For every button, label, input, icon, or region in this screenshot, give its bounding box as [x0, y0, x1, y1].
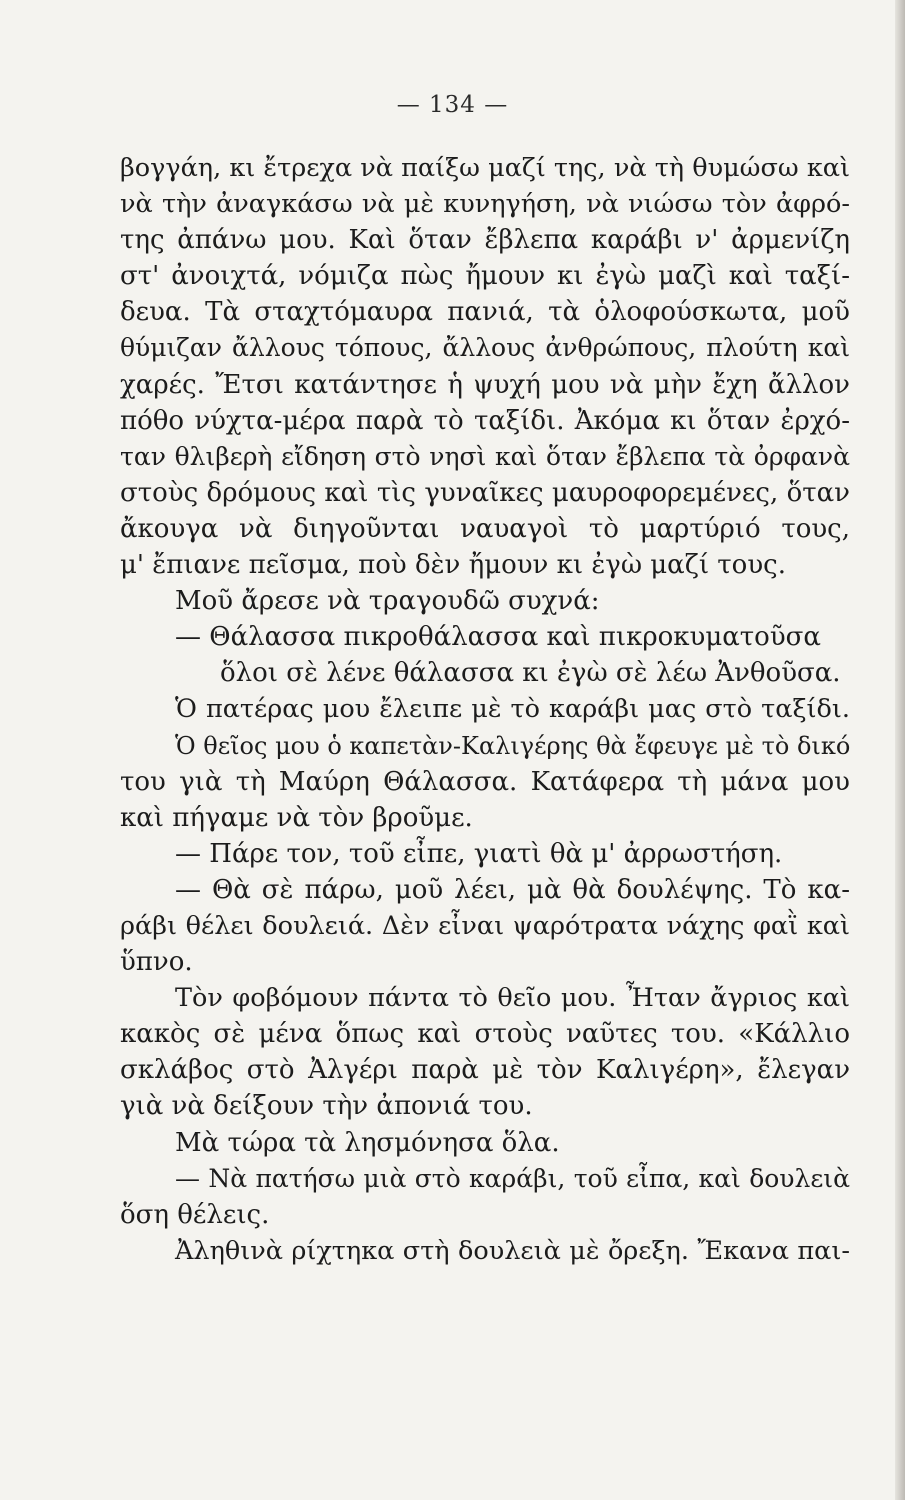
page-edge-shadow [895, 0, 905, 1500]
text-line: ὕπνο. [120, 947, 193, 978]
text-line: — Πάρε τον, τοῦ εἶπε, γιατὶ θὰ μ' ἀρρωστήση. [175, 838, 783, 869]
text-line: Ἀληθινὰ ρίχτηκα στὴ δουλειὰ μὲ ὄρεξη. Ἔκανα παι- [175, 1235, 850, 1266]
text-line: του γιὰ τὴ Μαύρη Θάλασσα. Κατάφερα τὴ μάνα μου [120, 766, 850, 797]
text-line: Τὸν φοβόμουν πάντα τὸ θεῖο μου. Ἦταν ἄγριος καὶ [175, 983, 850, 1014]
text-line: βογγάη, κι ἔτρεχα νὰ παίξω μαζί της, νὰ τὴ θυμώσω καὶ [120, 153, 850, 183]
text-line: μ' ἔπιανε πεῖσμα, ποὺ δὲν ἤμουν κι ἐγὼ μαζί τους. [120, 550, 786, 581]
text-line: ἄκουγα νὰ διηγοῦνται ναυαγοὶ τὸ μαρτύριό τους, [120, 513, 850, 544]
text-line: στ' ἀνοιχτά, νόμιζα πὼς ἤμουν κι ἐγὼ μαζὶ καὶ ταξί- [120, 261, 850, 292]
text-line: στοὺς δρόμους καὶ τὶς γυναῖκες μαυροφορεμένες, ὅταν [120, 477, 850, 508]
text-line: Μὰ τώρα τὰ λησμόνησα ὅλα. [175, 1127, 560, 1158]
text-line: ὅση θέλεις. [120, 1199, 270, 1230]
text-line: δευα. Τὰ σταχτόμαυρα πανιά, τὰ ὁλοφούσκωτα, μοῦ [120, 297, 850, 328]
text-line: Μοῦ ἄρεσε νὰ τραγουδῶ συχνά: [175, 586, 600, 617]
text-line: — Νὰ πατήσω μιὰ στὸ καράβι, τοῦ εἶπα, καὶ δουλειὰ [175, 1163, 850, 1193]
text-line: — Θάλασσα πικροθάλασσα καὶ πικροκυματοῦσα [175, 622, 821, 653]
text-line: καὶ πήγαμε νὰ τὸν βροῦμε. [120, 802, 473, 833]
text-line: κακὸς σὲ μένα ὅπως καὶ στοὺς ναῦτες του. «Κάλλιο [120, 1019, 850, 1050]
text-line: ὅλοι σὲ λένε θάλασσα κι ἐγὼ σὲ λέω Ἀνθοῦσα. [220, 658, 841, 689]
text-line: ταν θλιβερὴ εἴδηση στὸ νησὶ καὶ ὅταν ἔβλεπα τὰ ὀρφανὰ [120, 441, 850, 471]
text-line: σκλάβος στὸ Ἀλγέρι παρὰ μὲ τὸν Καλιγέρη», ἔλεγαν [120, 1055, 850, 1086]
text-line: θύμιζαν ἄλλους τόπους, ἄλλους ἀνθρώπους, πλούτη καὶ [120, 333, 850, 363]
text-line: χαρές. Ἔτσι κατάντησε ἡ ψυχή μου νὰ μὴν ἔχη ἄλλον [120, 369, 850, 400]
text-line: της ἀπάνω μου. Καὶ ὅταν ἔβλεπα καράβι ν' ἀρμενίζη [120, 225, 850, 256]
text-line: Ὁ πατέρας μου ἔλειπε μὲ τὸ καράβι μας στὸ ταξίδι. [175, 694, 850, 725]
text-line: ράβι θέλει δουλειά. Δὲν εἶναι ψαρότρατα νάχης φαῒ καὶ [120, 910, 850, 941]
text-line: νὰ τὴν ἀναγκάσω νὰ μὲ κυνηγήση, νὰ νιώσω τὸν ἀφρό- [120, 189, 850, 220]
page-number: — 134 — [396, 92, 509, 118]
text-line: — Θὰ σὲ πάρω, μοῦ λέει, μὰ θὰ δουλέψης. Τὸ κα- [175, 874, 850, 905]
text-line: πόθο νύχτα-μέρα παρὰ τὸ ταξίδι. Ἀκόμα κι ὅταν ἐρχό- [120, 405, 850, 436]
body-text [120, 150, 850, 1269]
text-line: γιὰ νὰ δείξουν τὴν ἀπονιά του. [120, 1091, 533, 1122]
text-line: Ὁ θεῖος μου ὁ καπετὰν-Καλιγέρης θὰ ἔφευγε μὲ τὸ δικό [175, 731, 851, 760]
